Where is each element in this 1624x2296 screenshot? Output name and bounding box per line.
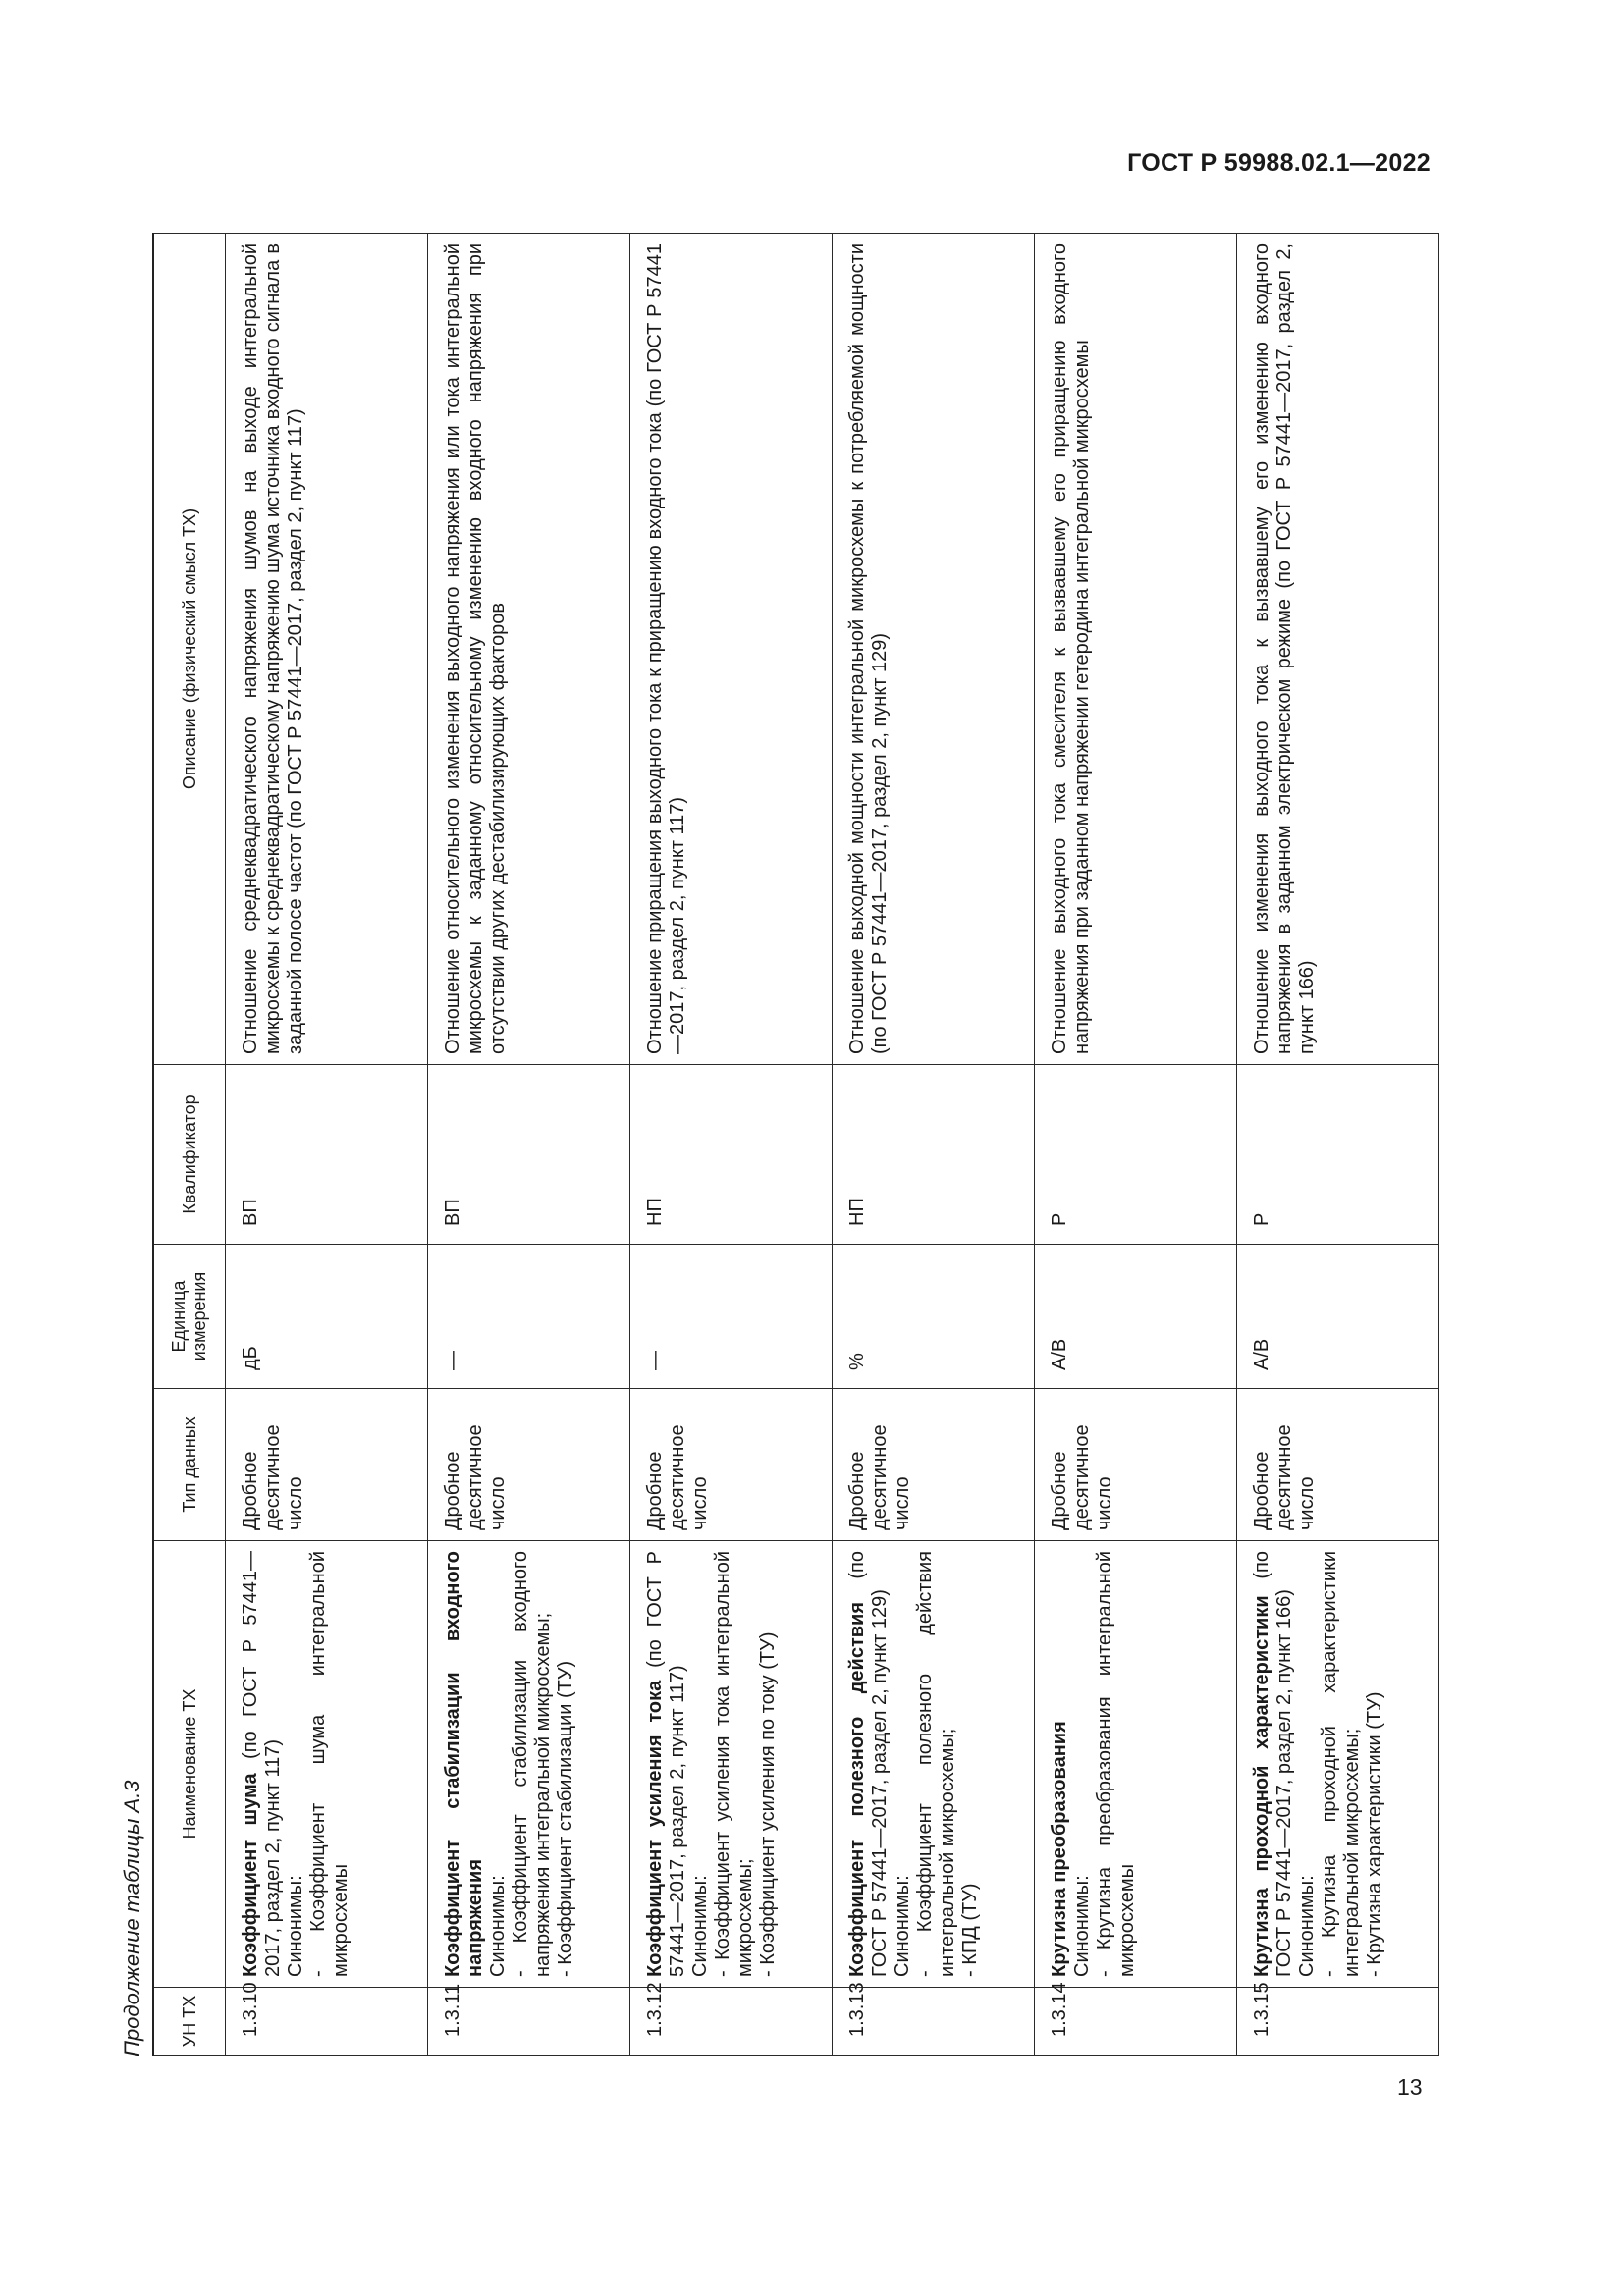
cell-description: Отношение изменения выходного тока к вызвавшему его изменению входного напряжения в заданном электрическом режиме (по ГОСТ Р 57441—2017, раздел 2, пункт 166)	[1237, 234, 1439, 1065]
table-caption: Продолжение таблицы А.3	[120, 1780, 144, 2056]
characteristic-name: Коэффициент шума	[240, 1773, 261, 1977]
synonym-item: - Крутизна характеристики (ТУ)	[1364, 1691, 1385, 1977]
characteristic-name: Коэффициент усиления тока	[644, 1680, 666, 1977]
synonyms-label: Синонимы:	[285, 1875, 306, 1977]
header-unit: Единица измерения	[153, 1245, 226, 1389]
cell-code: 1.3.14	[1035, 1988, 1237, 2056]
synonym-item: - Коэффициент усиления по току (ТУ)	[757, 1631, 779, 1977]
cell-name	[226, 1541, 428, 1988]
cell-unit: %	[833, 1245, 1035, 1389]
rotated-table-wrapper	[152, 234, 1435, 2056]
characteristic-reference: (по ГОСТ Р 57441—2017, раздел 2, пункт 129)	[846, 1551, 891, 1977]
cell-type: Дробное десятичное число	[428, 1389, 630, 1541]
cell-qualifier: ВП	[428, 1065, 630, 1245]
synonym-item: - Коэффициент полезного действия интегральной микросхемы;	[914, 1551, 958, 1977]
table-row	[1237, 234, 1439, 2056]
cell-description: Отношение среднеквадратического напряжения шумов на выходе интегральной микросхемы к среднеквадратическому напряжению шума источника входного сигнала в заданной полосе частот (по ГОСТ Р 57441—2017, раздел 2, пункт 117)	[226, 234, 428, 1065]
header-qualifier: Квалификатор	[153, 1065, 226, 1245]
characteristic-reference: (по ГОСТ Р 57441—2017, раздел 2, пункт 166)	[1251, 1551, 1295, 1977]
header-type: Тип данных	[153, 1389, 226, 1541]
cell-description: Отношение выходной мощности интегральной микросхемы к потребляемой мощности (по ГОСТ Р 57441—2017, раздел 2, пункт 129)	[833, 234, 1035, 1065]
synonyms-list	[1094, 1551, 1139, 1977]
table-row	[833, 234, 1035, 2056]
characteristics-table	[152, 233, 1439, 2056]
page-number: 13	[1397, 2074, 1423, 2100]
cell-type: Дробное десятичное число	[630, 1389, 833, 1541]
cell-qualifier: НП	[630, 1065, 833, 1245]
cell-unit: А/В	[1237, 1245, 1439, 1389]
synonym-item: - Коэффициент усиления тока интегральной микросхемы;	[712, 1551, 756, 1977]
cell-type: Дробное десятичное число	[1035, 1389, 1237, 1541]
cell-type: Дробное десятичное число	[1237, 1389, 1439, 1541]
cell-description: Отношение выходного тока смесителя к вызвавшему его приращению входного напряжения при заданном напряжении гетеродина интегральной микросхемы	[1035, 234, 1237, 1065]
table-row	[226, 234, 428, 2056]
synonym-item: - Крутизна преобразования интегральной микросхемы	[1094, 1551, 1138, 1977]
synonym-item: - Коэффициент стабилизации (ТУ)	[555, 1660, 576, 1977]
cell-name	[1035, 1541, 1237, 1988]
characteristic-reference: (по ГОСТ Р 57441—2017, раздел 2, пункт 117)	[644, 1550, 688, 1977]
synonyms-list	[307, 1551, 352, 1977]
cell-type: Дробное десятичное число	[833, 1389, 1035, 1541]
cell-name	[428, 1541, 630, 1988]
cell-qualifier: Р	[1035, 1065, 1237, 1245]
cell-qualifier: Р	[1237, 1065, 1439, 1245]
synonyms-list	[1319, 1551, 1386, 1977]
table-header-row	[153, 234, 226, 2056]
characteristic-name: Коэффициент стабилизации входного напряжения	[442, 1551, 486, 1977]
header-code: УН ТХ	[153, 1988, 226, 2056]
cell-code: 1.3.11	[428, 1988, 630, 2056]
table-row	[630, 234, 833, 2056]
synonym-item: - Коэффициент шума интегральной микросхемы	[307, 1551, 352, 1977]
synonym-item: - Коэффициент стабилизации входного напряжения интегральной микросхемы;	[510, 1551, 554, 1977]
cell-name	[833, 1541, 1035, 1988]
table-row	[1035, 234, 1237, 2056]
cell-code: 1.3.15	[1237, 1988, 1439, 2056]
synonym-item: - Крутизна проходной характеристики интегральной микросхемы;	[1319, 1551, 1363, 1977]
cell-unit: —	[630, 1245, 833, 1389]
synonyms-label: Синонимы:	[1071, 1875, 1093, 1977]
synonyms-list	[914, 1551, 982, 1977]
cell-name	[630, 1541, 833, 1988]
table-row	[428, 234, 630, 2056]
cell-qualifier: ВП	[226, 1065, 428, 1245]
synonyms-list	[510, 1551, 577, 1977]
synonyms-label: Синонимы:	[689, 1875, 711, 1977]
cell-code: 1.3.10	[226, 1988, 428, 2056]
cell-name	[1237, 1541, 1439, 1988]
cell-unit: —	[428, 1245, 630, 1389]
cell-unit: дБ	[226, 1245, 428, 1389]
synonyms-label: Синонимы:	[892, 1875, 913, 1977]
cell-type: Дробное десятичное число	[226, 1389, 428, 1541]
cell-description: Отношение относительного изменения выходного напряжения или тока интегральной микросхемы к заданному относительному изменению входного напряжения при отсутствии других дестабилизирующих факторов	[428, 234, 630, 1065]
characteristic-name: Коэффициент полезного действия	[846, 1601, 868, 1977]
cell-code: 1.3.13	[833, 1988, 1035, 2056]
characteristic-name: Крутизна проходной характеристики	[1251, 1595, 1272, 1977]
cell-code: 1.3.12	[630, 1988, 833, 2056]
synonyms-label: Синонимы:	[1296, 1875, 1318, 1977]
synonyms-label: Синонимы:	[487, 1875, 509, 1977]
header-description: Описание (физический смысл ТХ)	[153, 234, 226, 1065]
synonym-item: - КПД (ТУ)	[959, 1883, 981, 1977]
characteristic-name: Крутизна преобразования	[1049, 1721, 1070, 1977]
synonyms-list	[712, 1551, 780, 1977]
cell-qualifier: НП	[833, 1065, 1035, 1245]
header-name: Наименование ТХ	[153, 1541, 226, 1988]
cell-unit: А/В	[1035, 1245, 1237, 1389]
document-code: ГОСТ Р 59988.02.1—2022	[1127, 149, 1431, 177]
characteristic-reference: (по ГОСТ Р 57441—2017, раздел 2, пункт 117)	[240, 1551, 284, 1977]
cell-description: Отношение приращения выходного тока к приращению входного тока (по ГОСТ Р 57441—2017, раздел 2, пункт 117)	[630, 234, 833, 1065]
